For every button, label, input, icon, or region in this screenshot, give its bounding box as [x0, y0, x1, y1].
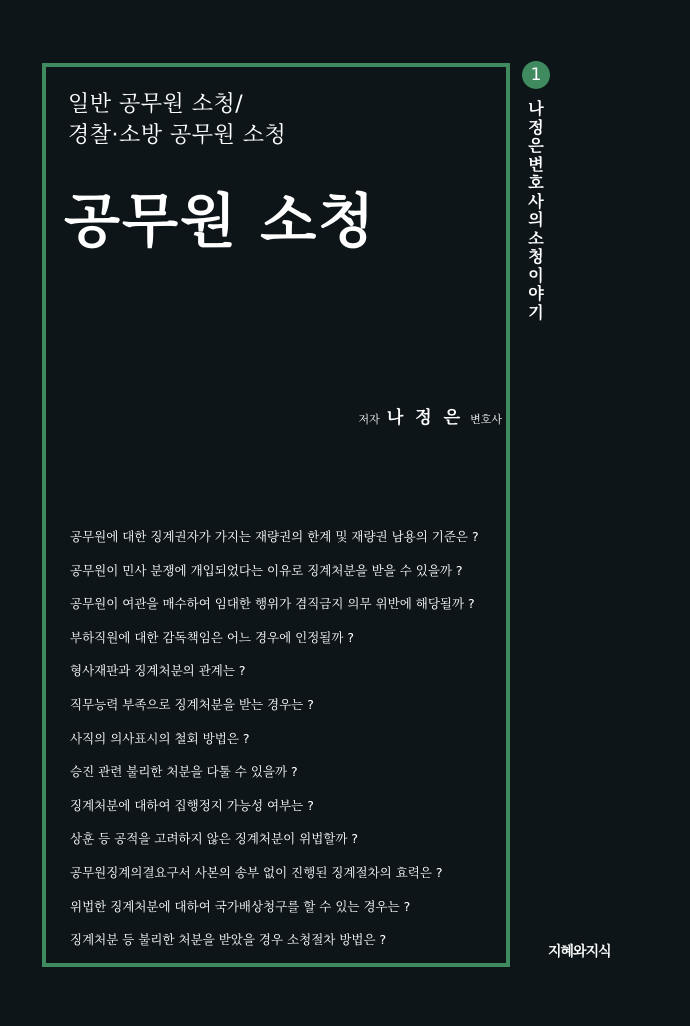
question-item: 징계처분 등 불리한 처분을 받았을 경우 소청절차 방법은 ? — [70, 932, 387, 948]
subtitle-line-1: 일반 공무원 소청/ — [68, 92, 244, 117]
question-item: 공무원이 민사 분쟁에 개입되었다는 이유로 징계처분을 받을 수 있을까 ? — [70, 562, 463, 578]
series-title-vertical: 나정은변호사의소청이야기 — [528, 99, 544, 322]
question-item: 직무능력 부족으로 징계처분을 받는 경우는 ? — [70, 696, 314, 712]
question-item: 부하직원에 대한 감독책임은 어느 경우에 인정될까 ? — [70, 629, 355, 645]
question-item: 승진 관련 불리한 처분을 다툴 수 있을까 ? — [70, 764, 298, 780]
question-item: 사직의 의사표시의 철회 방법은 ? — [70, 730, 250, 746]
series-number-badge: 1 — [522, 61, 550, 89]
question-item: 형사재판과 징계처분의 관계는 ? — [70, 663, 246, 679]
question-item: 위법한 징계처분에 대하여 국가배상청구를 할 수 있는 경우는 ? — [70, 898, 411, 914]
subtitle-line-2: 경찰·소방 공무원 소청 — [68, 123, 287, 148]
question-item: 징계처분에 대하여 집행정지 가능성 여부는 ? — [70, 797, 314, 813]
question-list — [70, 528, 479, 965]
author-role: 저자 — [358, 413, 380, 426]
publisher-logo: 지혜와지식 — [548, 944, 611, 960]
author-title: 변호사 — [470, 413, 502, 426]
question-item: 상훈 등 공적을 고려하지 않은 징계처분이 위법할까 ? — [70, 831, 359, 847]
question-item: 공무원징계의결요구서 사본의 송부 없이 진행된 징계절차의 효력은 ? — [70, 864, 443, 880]
book-title: 공무원 소청 — [64, 187, 377, 255]
question-item: 공무원이 여관을 매수하여 임대한 행위가 겸직금지 의무 위반에 해당될까 ? — [70, 596, 475, 612]
author-name: 나 정 은 — [386, 408, 464, 428]
question-item: 공무원에 대한 징계권자가 가지는 재량권의 한계 및 재량권 남용의 기준은 ? — [70, 529, 479, 544]
author-line — [359, 403, 502, 428]
